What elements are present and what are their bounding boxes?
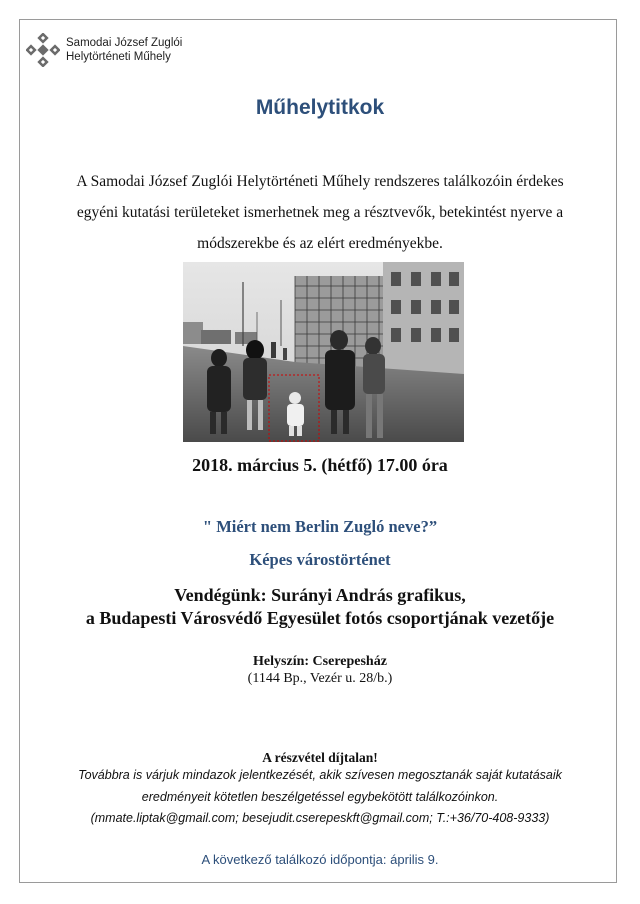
org-logo [26,33,182,67]
guest-line-1: Vendégünk: Surányi András grafikus, [174,585,466,605]
venue-address: (1144 Bp., Vezér u. 28/b.) [247,671,393,686]
guest-line-2: a Budapesti Városvédő Egyesület fotós csoportjának vezetője [85,608,555,628]
invite-line-2: eredményeit kötetlen beszélgetéssel egybekötött találkozóinkon. [141,790,499,804]
invite-line-1: Továbbra is várjuk mindazok jelentkezését, akik szívesen megosztanák saját kutatásaik [78,768,562,782]
event-date: 2018. március 5. (hétfő) 17.00 óra [192,455,448,475]
free-entry-notice: A részvétel díjtalan! [262,750,378,765]
cross-shaped-logo-icon [26,33,60,67]
intro-line: egyéni kutatási területeket ismerhetnek meg a résztvevők, betekintést nyerve a [76,204,564,221]
intro-line: A Samodai József Zuglói Helytörténeti Műhely rendszeres találkozóin érdekes [76,173,564,190]
venue-label: Helyszín: Cserepesház [253,654,387,669]
page-title: Műhelytitkok [255,96,385,119]
org-name [66,36,182,64]
intro-line: módszerekbe és az elért eredményekbe. [197,235,443,252]
next-meeting: A következő találkozó időpontja: április 9. [201,852,439,867]
org-name-line1: Samodai József Zuglói [66,37,183,49]
intro-paragraph [70,166,570,259]
contact-info: (mmate.liptak@gmail.com; besejudit.cserepeskft@gmail.com; T.:+36/70-408-9333) [90,811,550,825]
event-title: " Miért nem Berlin Zugló neve?” [202,517,438,536]
historical-street-photo [183,262,464,442]
org-name-line2: Helytörténeti Műhely [66,51,171,63]
event-subtitle: Képes várostörténet [249,550,391,569]
